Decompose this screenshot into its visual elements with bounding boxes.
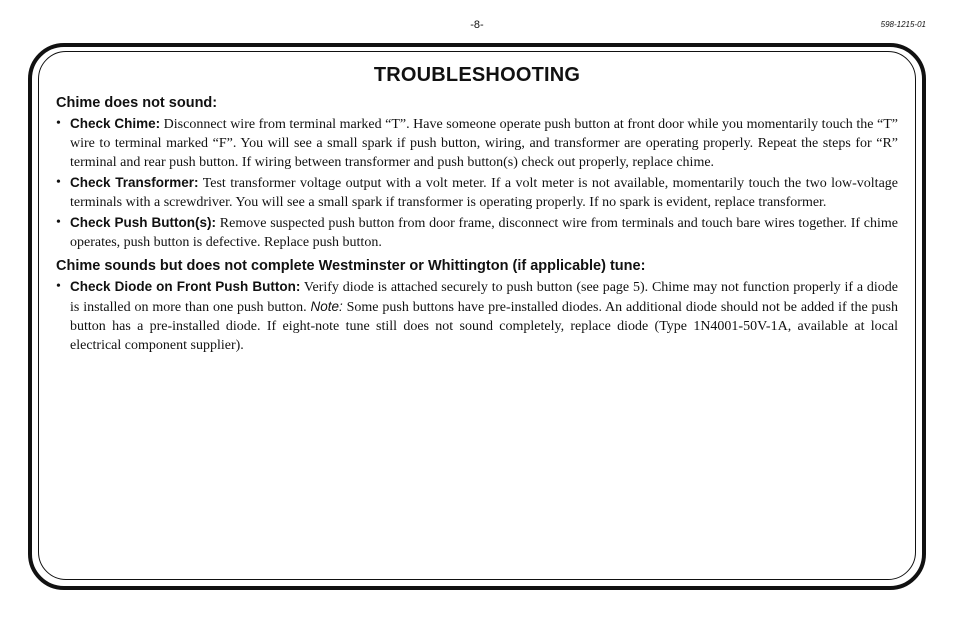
note-text: Some push buttons have pre-installed diodes. An additional diode should not be added if the push button has a pre-installed diode. If eight-note tune still does not sound completely, replace diode (Type 1N4001-50V-1A, available at local electrical component supplier). [70,300,898,353]
bullet: • [56,116,61,131]
document-code: 598-1215-01 [880,20,926,29]
bullet: • [56,279,61,294]
note-label: Note: [310,299,343,314]
item-label: Check Push Button(s): [70,215,217,230]
list-item-check-transformer [56,173,898,212]
list-item-check-chime [56,114,898,172]
item-label: Check Diode on Front Push Button: [70,279,301,294]
item-text: Remove suspected push button from door frame, disconnect wire from terminals and touch bare wires together. If chime operates, push button is defective. Replace push button. [70,216,898,250]
section-heading-chime-does-not-sound: Chime does not sound: [56,95,218,111]
section-heading-incomplete-tune: Chime sounds but does not complete Westminster or Whittington (if applicable) tune: [56,258,646,274]
troubleshooting-content [56,64,898,356]
item-text: Test transformer voltage output with a volt meter. If a volt meter is not available, momentarily touch the two low-voltage terminals with a screwdriver. You will see a small spark if transformer is operating properly. If no spark is evident, replace transformer. [70,176,899,210]
bullet: • [56,215,61,230]
item-text: Verify diode is attached securely to push button (see page 5). Chime may not function properly if a diode is installed on more than one push button. [70,280,898,315]
section-list-incomplete-tune [56,277,898,355]
list-item-check-push-buttons [56,213,898,252]
item-label: Check Transformer: [70,175,199,190]
section-list-chime-does-not-sound [56,114,898,252]
item-label: Check Chime: [70,116,161,131]
page-title: TROUBLESHOOTING [373,64,581,86]
item-text: Disconnect wire from terminal marked “T”. Have someone operate push button at front door while you momentarily touch the “T” wire to terminal marked “F”. You will see a small spark if push button, wiring, and transformer are operating properly. Repeat the steps for “R” terminal and rear push button. If wiring between transformer and push button(s) check out properly, replace chime. [70,117,898,170]
list-item-check-diode [56,277,898,355]
bullet: • [56,175,61,190]
page-number: -8- [470,19,484,31]
